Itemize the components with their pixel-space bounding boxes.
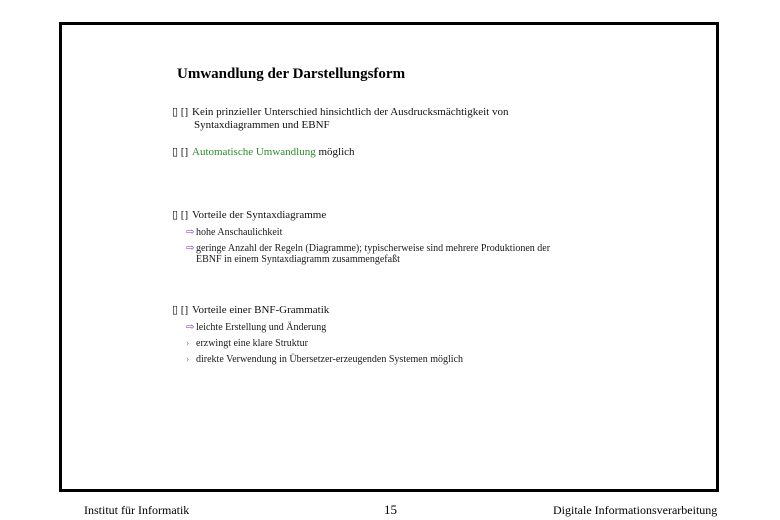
- bullet-4: [172, 304, 329, 317]
- footer-institute: Institut für Informatik: [84, 503, 190, 517]
- highlight-text: Automatische Umwandlung: [192, 146, 316, 158]
- slide-title: Umwandlung der Darstellungsform: [177, 66, 406, 82]
- bullet-text: Kein prinzieller Unterschied hinsichtlich der Ausdrucksmächtigkeit von: [192, 106, 509, 118]
- sub-item: [186, 243, 550, 265]
- sub-item: [186, 338, 308, 349]
- bullet-3: [172, 209, 326, 222]
- bullet-1: [172, 106, 508, 132]
- arrow-right-icon: ⇨: [186, 243, 195, 254]
- bullet-2: [172, 146, 355, 159]
- sub-item: [186, 354, 463, 365]
- bullet-text-continued: Syntaxdiagrammen und EBNF: [194, 119, 330, 131]
- chevron-right-icon: ›: [186, 338, 190, 349]
- bullet-marker: ▯ []: [172, 146, 189, 158]
- bullet-marker: ▯ []: [172, 304, 189, 316]
- slide-frame: [59, 22, 719, 492]
- arrow-right-icon: ⇨: [186, 322, 195, 333]
- page-number: 15: [384, 502, 397, 517]
- bullet-text: möglich: [315, 146, 355, 158]
- chevron-right-icon: ›: [186, 354, 190, 365]
- bullet-text: Vorteile einer BNF-Grammatik: [192, 304, 330, 316]
- arrow-right-icon: ⇨: [186, 227, 195, 238]
- sub-item: [186, 322, 326, 333]
- sub-item-text-continued: EBNF in einem Syntaxdiagramm zusammengefaßt: [196, 254, 400, 265]
- sub-item-text: geringe Anzahl der Regeln (Diagramme); typischerweise sind mehrere Produktionen der: [196, 243, 551, 254]
- footer-course: Digitale Informationsverarbeitung: [553, 503, 718, 517]
- sub-item-text: leichte Erstellung und Änderung: [196, 322, 327, 333]
- sub-item: [186, 227, 282, 238]
- sub-item-text: hohe Anschaulichkeit: [196, 227, 283, 238]
- sub-item-text: erzwingt eine klare Struktur: [196, 338, 308, 349]
- sub-item-text: direkte Verwendung in Übersetzer-erzeugenden Systemen möglich: [196, 354, 464, 365]
- bullet-marker: ▯ []: [172, 209, 189, 221]
- bullet-marker: ▯ []: [172, 106, 189, 118]
- bullet-text: Vorteile der Syntaxdiagramme: [192, 209, 327, 221]
